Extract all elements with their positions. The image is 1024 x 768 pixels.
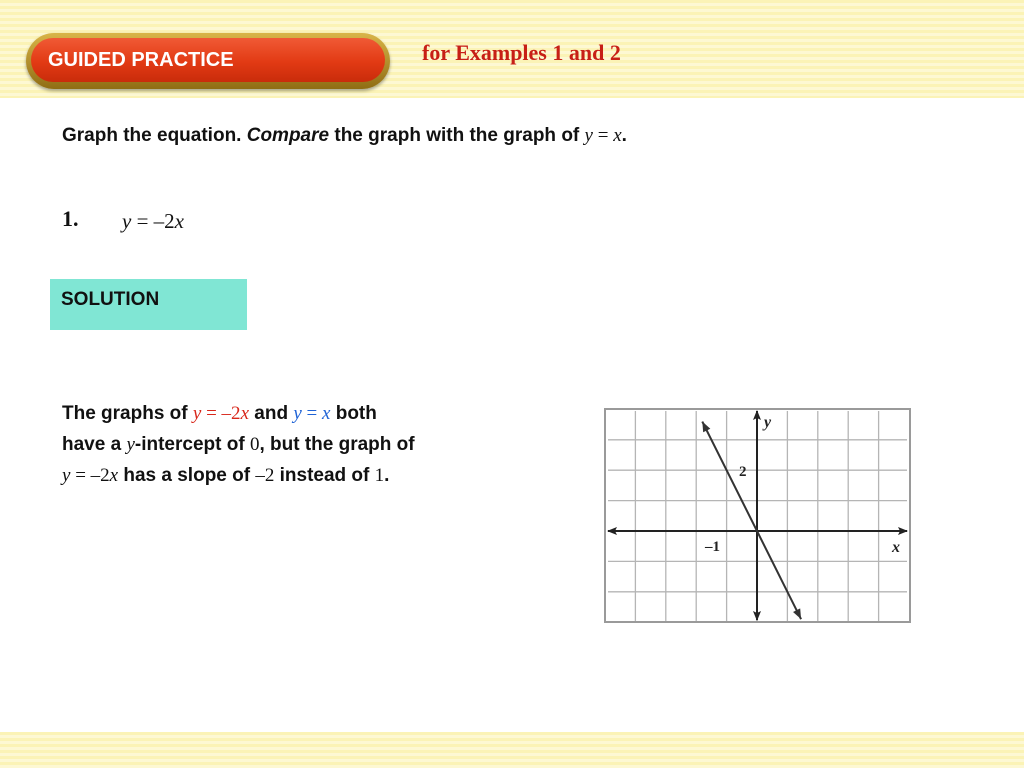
solution-box (50, 279, 247, 330)
explain-eq1 (193, 403, 249, 424)
guided-practice-badge (26, 33, 390, 89)
explain-eq2-x: x (322, 403, 331, 424)
explain-neg-two: –2 (255, 465, 275, 486)
explain-eq3-mid: = –2 (70, 465, 110, 486)
explain-text-4: -intercept of (134, 434, 250, 455)
instruction-lead: Graph the equation. (62, 125, 247, 146)
explain-zero: 0 (249, 434, 260, 455)
y-axis-label: y (764, 414, 772, 431)
x-tick-label: –1 (705, 539, 720, 555)
explanation-paragraph (62, 398, 422, 491)
examples-subtitle: for Examples 1 and 2 (422, 40, 621, 65)
problem-eq-x: x (174, 209, 184, 233)
explain-y-var: y (126, 434, 135, 455)
footer-band (0, 732, 1024, 768)
instruction-eq-y: y (584, 125, 593, 146)
problem-eq-y: y (122, 209, 132, 233)
explain-eq3-y: y (62, 465, 71, 486)
solution-label: SOLUTION (61, 289, 160, 310)
problem-eq-mid: = –2 (131, 209, 175, 233)
coordinate-graph (604, 408, 911, 624)
instruction-emphasis: Compare (246, 125, 330, 146)
explain-text-7: instead of (274, 465, 375, 486)
instruction-period: . (621, 125, 627, 146)
explain-eq3 (62, 465, 118, 486)
explain-eq1-x: x (240, 403, 249, 424)
explain-text-8: . (384, 465, 390, 486)
explain-text-6: has a slope of (118, 465, 256, 486)
y-tick-label: 2 (739, 464, 747, 480)
problem-equation (122, 209, 184, 234)
problem-number: 1. (62, 206, 79, 231)
instruction-eq-x: x (613, 125, 622, 146)
x-axis-label: x (892, 539, 900, 556)
explain-eq2 (293, 403, 330, 424)
badge-label: GUIDED PRACTICE (31, 38, 385, 82)
instruction-text (62, 125, 627, 147)
explain-text-3: both have a (62, 403, 377, 455)
explain-text-1: The graphs of (62, 403, 193, 424)
explain-text-2: and (249, 403, 294, 424)
instruction-eq-equals: = (592, 125, 614, 146)
explain-eq1-mid: = –2 (201, 403, 241, 424)
explain-eq2-y: y (293, 403, 302, 424)
explain-eq1-y: y (192, 403, 202, 424)
instruction-rest: the graph with the graph of (329, 125, 585, 146)
explain-eq3-x: x (109, 465, 119, 486)
explain-eq2-mid: = (301, 403, 322, 424)
explain-one: 1 (374, 465, 385, 486)
explain-text-5: , but the graph of (259, 434, 415, 455)
